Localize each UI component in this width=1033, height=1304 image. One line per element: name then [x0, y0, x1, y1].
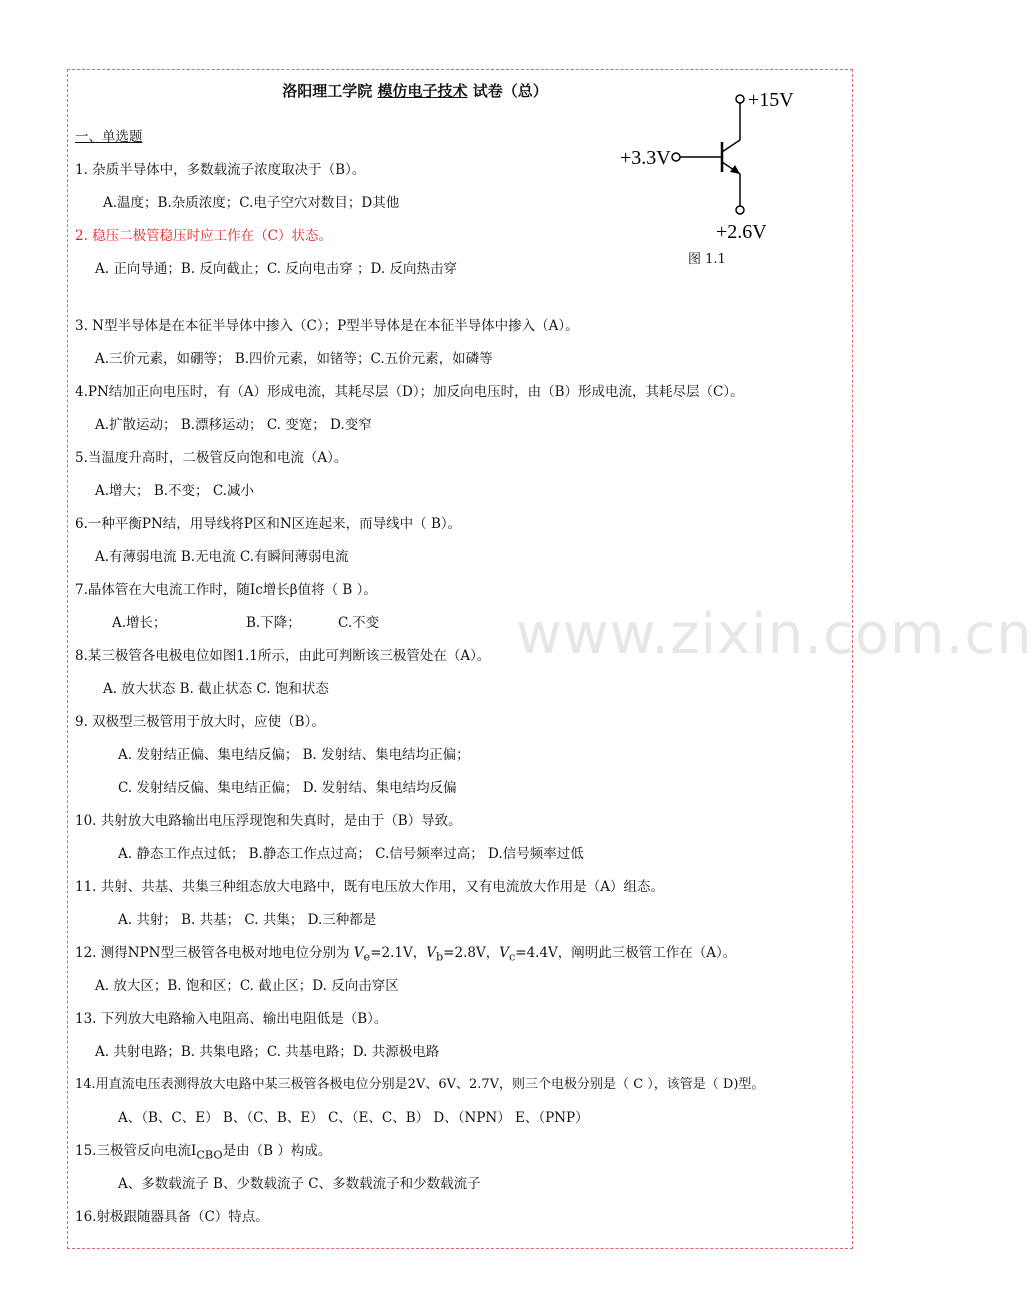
q13-options: A. 共射电路；B. 共集电路；C. 共基电路；D. 共源极电路	[95, 1044, 440, 1060]
section-title: 一、单选题	[75, 129, 143, 145]
title-subject: 模仿电子技术	[377, 82, 468, 100]
q12-vc-symbol: V	[499, 945, 509, 961]
q12-vc-sub: c	[508, 950, 516, 964]
question-12	[75, 944, 736, 967]
question-16: 16.射极跟随器具备（C）特点。	[75, 1209, 269, 1225]
base-terminal	[672, 153, 680, 161]
q15-sub: CBO	[196, 1148, 223, 1162]
q7-option-a: A.增长；	[112, 615, 167, 631]
question-9: 9. 双极型三极管用于放大时，应使（B）。	[75, 714, 325, 730]
q9-options-2: C. 发射结反偏、集电结正偏； D. 发射结、集电结均反偏	[118, 780, 457, 796]
q7-option-c: C.不变	[338, 615, 380, 631]
q12-vc-value: =4.4V，阐明此三极管工作在（A）。	[515, 945, 737, 961]
q12-options: A. 放大区；B. 饱和区；C. 截止区；D. 反向击穿区	[95, 978, 399, 994]
question-3: 3. N型半导体是在本征半导体中掺入（C）；P型半导体是在本征半导体中掺入（A）。	[75, 318, 579, 334]
question-10: 10. 共射放大电路输出电压浮现饱和失真时，是由于（B）导致。	[75, 813, 462, 829]
question-6: 6.一种平衡PN结，用导线将P区和N区连起来，而导线中（ B）。	[75, 516, 462, 532]
label-top: +15V	[748, 89, 794, 111]
question-14: 14.用直流电压表测得放大电路中某三极管各极电位分别是2V、6V、2.7V，则三个电极分别是（ C ），该管是（ D)型。	[75, 1077, 765, 1092]
q9-options-1: A. 发射结正偏、集电结反偏； B. 发射结、集电结均正偏；	[118, 747, 470, 763]
q7-option-b: B.下降；	[246, 615, 301, 631]
top-terminal	[736, 95, 744, 103]
q12-ve-symbol: V	[353, 945, 364, 961]
q10-options: A. 静态工作点过低； B.静态工作点过高； C.信号频率过高； D.信号频率过低	[118, 846, 584, 862]
label-bottom: +2.6V	[716, 221, 767, 243]
watermark: www.zixin.com.cn	[516, 602, 1033, 667]
q5-options: A.增大； B.不变； C.减小	[95, 483, 254, 499]
q6-options: A.有薄弱电流 B.无电流 C.有瞬间薄弱电流	[95, 549, 349, 565]
q11-options: A. 共射； B. 共基； C. 共集； D.三种都是	[118, 912, 377, 928]
q12-ve-value: =2.1V，	[370, 945, 427, 961]
q1-options: A.温度；B.杂质浓度；C.电子空穴对数目；D其他	[103, 195, 400, 211]
question-4: 4.PN结加正向电压时，有（A）形成电流，其耗尽层（D）；加反向电压时，由（B）形成电流，其耗尽层（C）。	[75, 384, 744, 400]
q8-options: A. 放大状态 B. 截止状态 C. 饱和状态	[103, 681, 329, 697]
q12-text: 12. 测得NPN型三极管各电极对地电位分别为	[75, 945, 350, 961]
question-15	[75, 1142, 331, 1165]
q4-options: A.扩散运动； B.漂移运动； C. 变宽； D.变窄	[95, 417, 372, 433]
question-11: 11. 共射、共基、共集三种组态放大电路中，既有电压放大作用，又有电流放大作用是（A）组态。	[75, 879, 665, 895]
question-8: 8.某三极管各电极电位如图1.1所示，由此可判断该三极管处在（A）。	[75, 648, 491, 664]
q3-options: A.三价元素，如硼等； B.四价元素，如锗等；C.五价元素，如磷等	[95, 351, 493, 367]
title-school: 洛阳理工学院	[282, 82, 373, 100]
q15-options: A、多数载流子 B、少数载流子 C、多数载流子和少数载流子	[118, 1176, 481, 1192]
figure-caption: 图 1.1	[688, 252, 726, 267]
q15-tail: 是由（B ）构成。	[222, 1143, 332, 1159]
q14-options: A、（B、C、E） B、（C、B、E） C、（E、C、B） D、（NPN） E、（PNP）	[118, 1110, 589, 1126]
bottom-terminal	[736, 206, 744, 214]
q2-options: A. 正向导通；B. 反向截止；C. 反向电击穿 ；D. 反向热击穿	[95, 261, 457, 277]
q12-ve-sub: e	[363, 950, 371, 964]
question-5: 5.当温度升高时，二极管反向饱和电流（A）。	[75, 450, 348, 466]
question-1: 1. 杂质半导体中，多数载流子浓度取决于（B）。	[75, 162, 366, 178]
q12-vb-symbol: V	[426, 945, 436, 961]
label-left: +3.3V	[620, 147, 671, 169]
question-13: 13. 下列放大电路输入电阻高、输出电阻低是（B）。	[75, 1011, 388, 1027]
question-2: 2. 稳压二极管稳压时应工作在（C）状态。	[75, 228, 333, 244]
question-7: 7.晶体管在大电流工作时，随Ic增长β值将（ B ）。	[75, 582, 377, 598]
q12-vb-sub: b	[435, 950, 444, 964]
q15-text: 15.三极管反向电流I	[75, 1143, 197, 1159]
q12-vb-value: =2.8V，	[443, 945, 500, 961]
emitter-arrow	[730, 165, 740, 174]
title-suffix: 试卷（总）	[472, 82, 548, 100]
